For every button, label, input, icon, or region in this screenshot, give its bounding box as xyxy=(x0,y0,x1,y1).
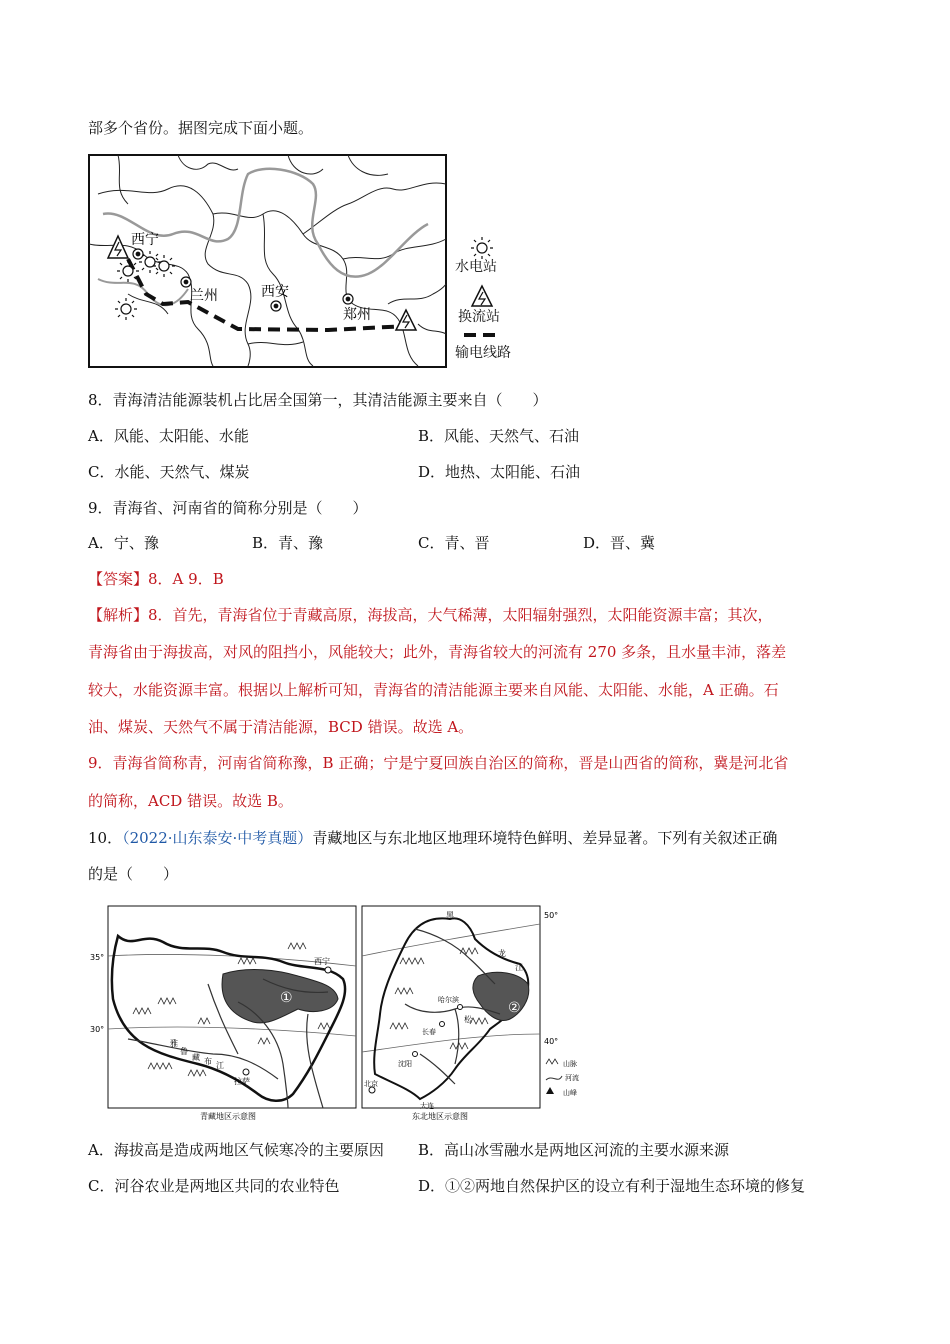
q10-stem-line2: 的是（ ） xyxy=(88,865,179,883)
river-char: 鲁 xyxy=(180,1047,188,1056)
legend-mountain-label: 山脉 xyxy=(563,1060,577,1068)
q10-source: （2022·山东泰安·中考真题） xyxy=(122,829,313,847)
analysis-line: 9．青海省简称青，河南省简称豫，B 正确；宁是宁夏回族自治区的简称，晋是山西省的简称，冀是河北省 xyxy=(88,754,789,772)
intro-text: 部多个省份。据图完成下面小题。 xyxy=(88,119,314,137)
q8-option-a: A．风能、太阳能、水能 xyxy=(88,427,249,445)
river-char: 雅 xyxy=(170,1039,178,1048)
analysis-line: 的简称，ACD 错误。故选 B。 xyxy=(88,792,293,810)
q10-number: 10． xyxy=(88,829,123,847)
lat-50-label: 50° xyxy=(544,911,559,920)
lhasa-marker xyxy=(243,1069,249,1075)
legend-hydropower-label: 水电站 xyxy=(455,259,497,275)
analysis-line: 【解析】8．首先，青海省位于青藏高原，海拔高，大气稀薄，太阳辐射强烈，太阳能资源丰富；其次， xyxy=(88,606,773,624)
legend-river-label: 河流 xyxy=(565,1074,579,1082)
q8-option-b: B．风能、天然气、石油 xyxy=(418,427,580,445)
xining-marker xyxy=(325,967,331,973)
q8-stem: 8．青海清洁能源装机占比居全国第一，其清洁能源主要来自（ ） xyxy=(88,391,548,409)
legend-peak-label: 山峰 xyxy=(563,1089,577,1097)
map3-caption: 东北地区示意图 xyxy=(412,1112,468,1121)
q10-option-d: D．①②两地自然保护区的设立有利于湿地生态环境的修复 xyxy=(418,1177,806,1195)
q10-option-a: A．海拔高是造成两地区气候寒冷的主要原因 xyxy=(88,1141,384,1159)
q9-stem: 9．青海省、河南省的简称分别是（ ） xyxy=(88,499,368,517)
legend-river-icon xyxy=(546,1076,562,1080)
province-boundary-map xyxy=(88,154,448,368)
river-char: 藏 xyxy=(192,1053,200,1062)
harbin-label: 哈尔滨 xyxy=(438,996,459,1004)
city-label-lanzhou: 兰州 xyxy=(190,288,218,304)
northeast-map xyxy=(360,904,590,1124)
q9-option-a: A．宁、豫 xyxy=(88,534,159,552)
qinghai-tibet-map xyxy=(88,904,358,1124)
river-char: 江 xyxy=(515,963,523,972)
shenyang-marker xyxy=(413,1052,418,1057)
legend-line-icon xyxy=(462,330,502,340)
city-label-zhengzhou: 郑州 xyxy=(343,307,371,323)
analysis-line: 较大，水能资源丰富。根据以上解析可知，青海省的清洁能源主要来自风能、太阳能、水能，A 正确。石 xyxy=(88,681,779,699)
q9-option-d: D．晋、冀 xyxy=(583,534,656,552)
q8-option-c: C．水能、天然气、煤炭 xyxy=(88,463,250,481)
lat-35-label: 35° xyxy=(90,953,105,962)
river-char: 江 xyxy=(216,1061,224,1070)
q9-option-c: C．青、晋 xyxy=(418,534,490,552)
river-char: 黑 xyxy=(446,911,454,920)
river-char: 松 xyxy=(464,1015,472,1024)
northeast-map-figure xyxy=(360,904,590,1124)
lhasa-label: 拉萨 xyxy=(234,1077,250,1086)
river-char: 布 xyxy=(204,1057,212,1066)
city-label-xian: 西安 xyxy=(261,284,289,300)
q10-option-c: C．河谷农业是两地区共同的农业特色 xyxy=(88,1177,340,1195)
q10-stem-text: 青藏地区与东北地区地理环境特色鲜明、差异显著。下列有关叙述正确 xyxy=(312,829,778,847)
area-2-label: ② xyxy=(508,1000,521,1016)
q9-option-b: B．青、豫 xyxy=(252,534,324,552)
answer-line: 【答案】8．A 9．B xyxy=(88,570,224,588)
xining-label: 西宁 xyxy=(314,957,330,966)
legend-converter-icon xyxy=(470,284,494,308)
power-transmission-map xyxy=(88,154,448,368)
changchun-marker xyxy=(440,1022,445,1027)
map2-caption: 青藏地区示意图 xyxy=(200,1112,256,1121)
q10-stem-line1 xyxy=(88,828,777,848)
shenyang-label: 沈阳 xyxy=(398,1060,412,1068)
lat-40-label: 40° xyxy=(544,1037,559,1046)
dalian-label: 大连 xyxy=(420,1102,434,1110)
area-1-label: ① xyxy=(280,990,293,1006)
q10-option-b: B．高山冰雪融水是两地区河流的主要水源来源 xyxy=(418,1141,730,1159)
analysis-line: 油、煤炭、天然气不属于清洁能源，BCD 错误。故选 A。 xyxy=(88,718,474,736)
harbin-marker xyxy=(458,1005,463,1010)
legend-converter-label: 换流站 xyxy=(458,309,500,325)
legend-line-label: 输电线路 xyxy=(455,345,511,361)
legend-peak-icon xyxy=(546,1087,554,1094)
analysis-line: 青海省由于海拔高，对风的阻挡小，风能较大；此外，青海省较大的河流有 270 多条，且水量丰沛，落差 xyxy=(88,643,787,661)
city-label-xining: 西宁 xyxy=(131,232,159,248)
river-char: 龙 xyxy=(498,949,506,958)
qinghai-tibet-map-figure xyxy=(88,904,358,1124)
beijing-label: 北京 xyxy=(364,1080,378,1088)
lat-30-label: 30° xyxy=(90,1025,105,1034)
legend-mountain-icon xyxy=(546,1059,558,1064)
changchun-label: 长春 xyxy=(422,1028,436,1036)
q8-option-d: D．地热、太阳能、石油 xyxy=(418,463,581,481)
